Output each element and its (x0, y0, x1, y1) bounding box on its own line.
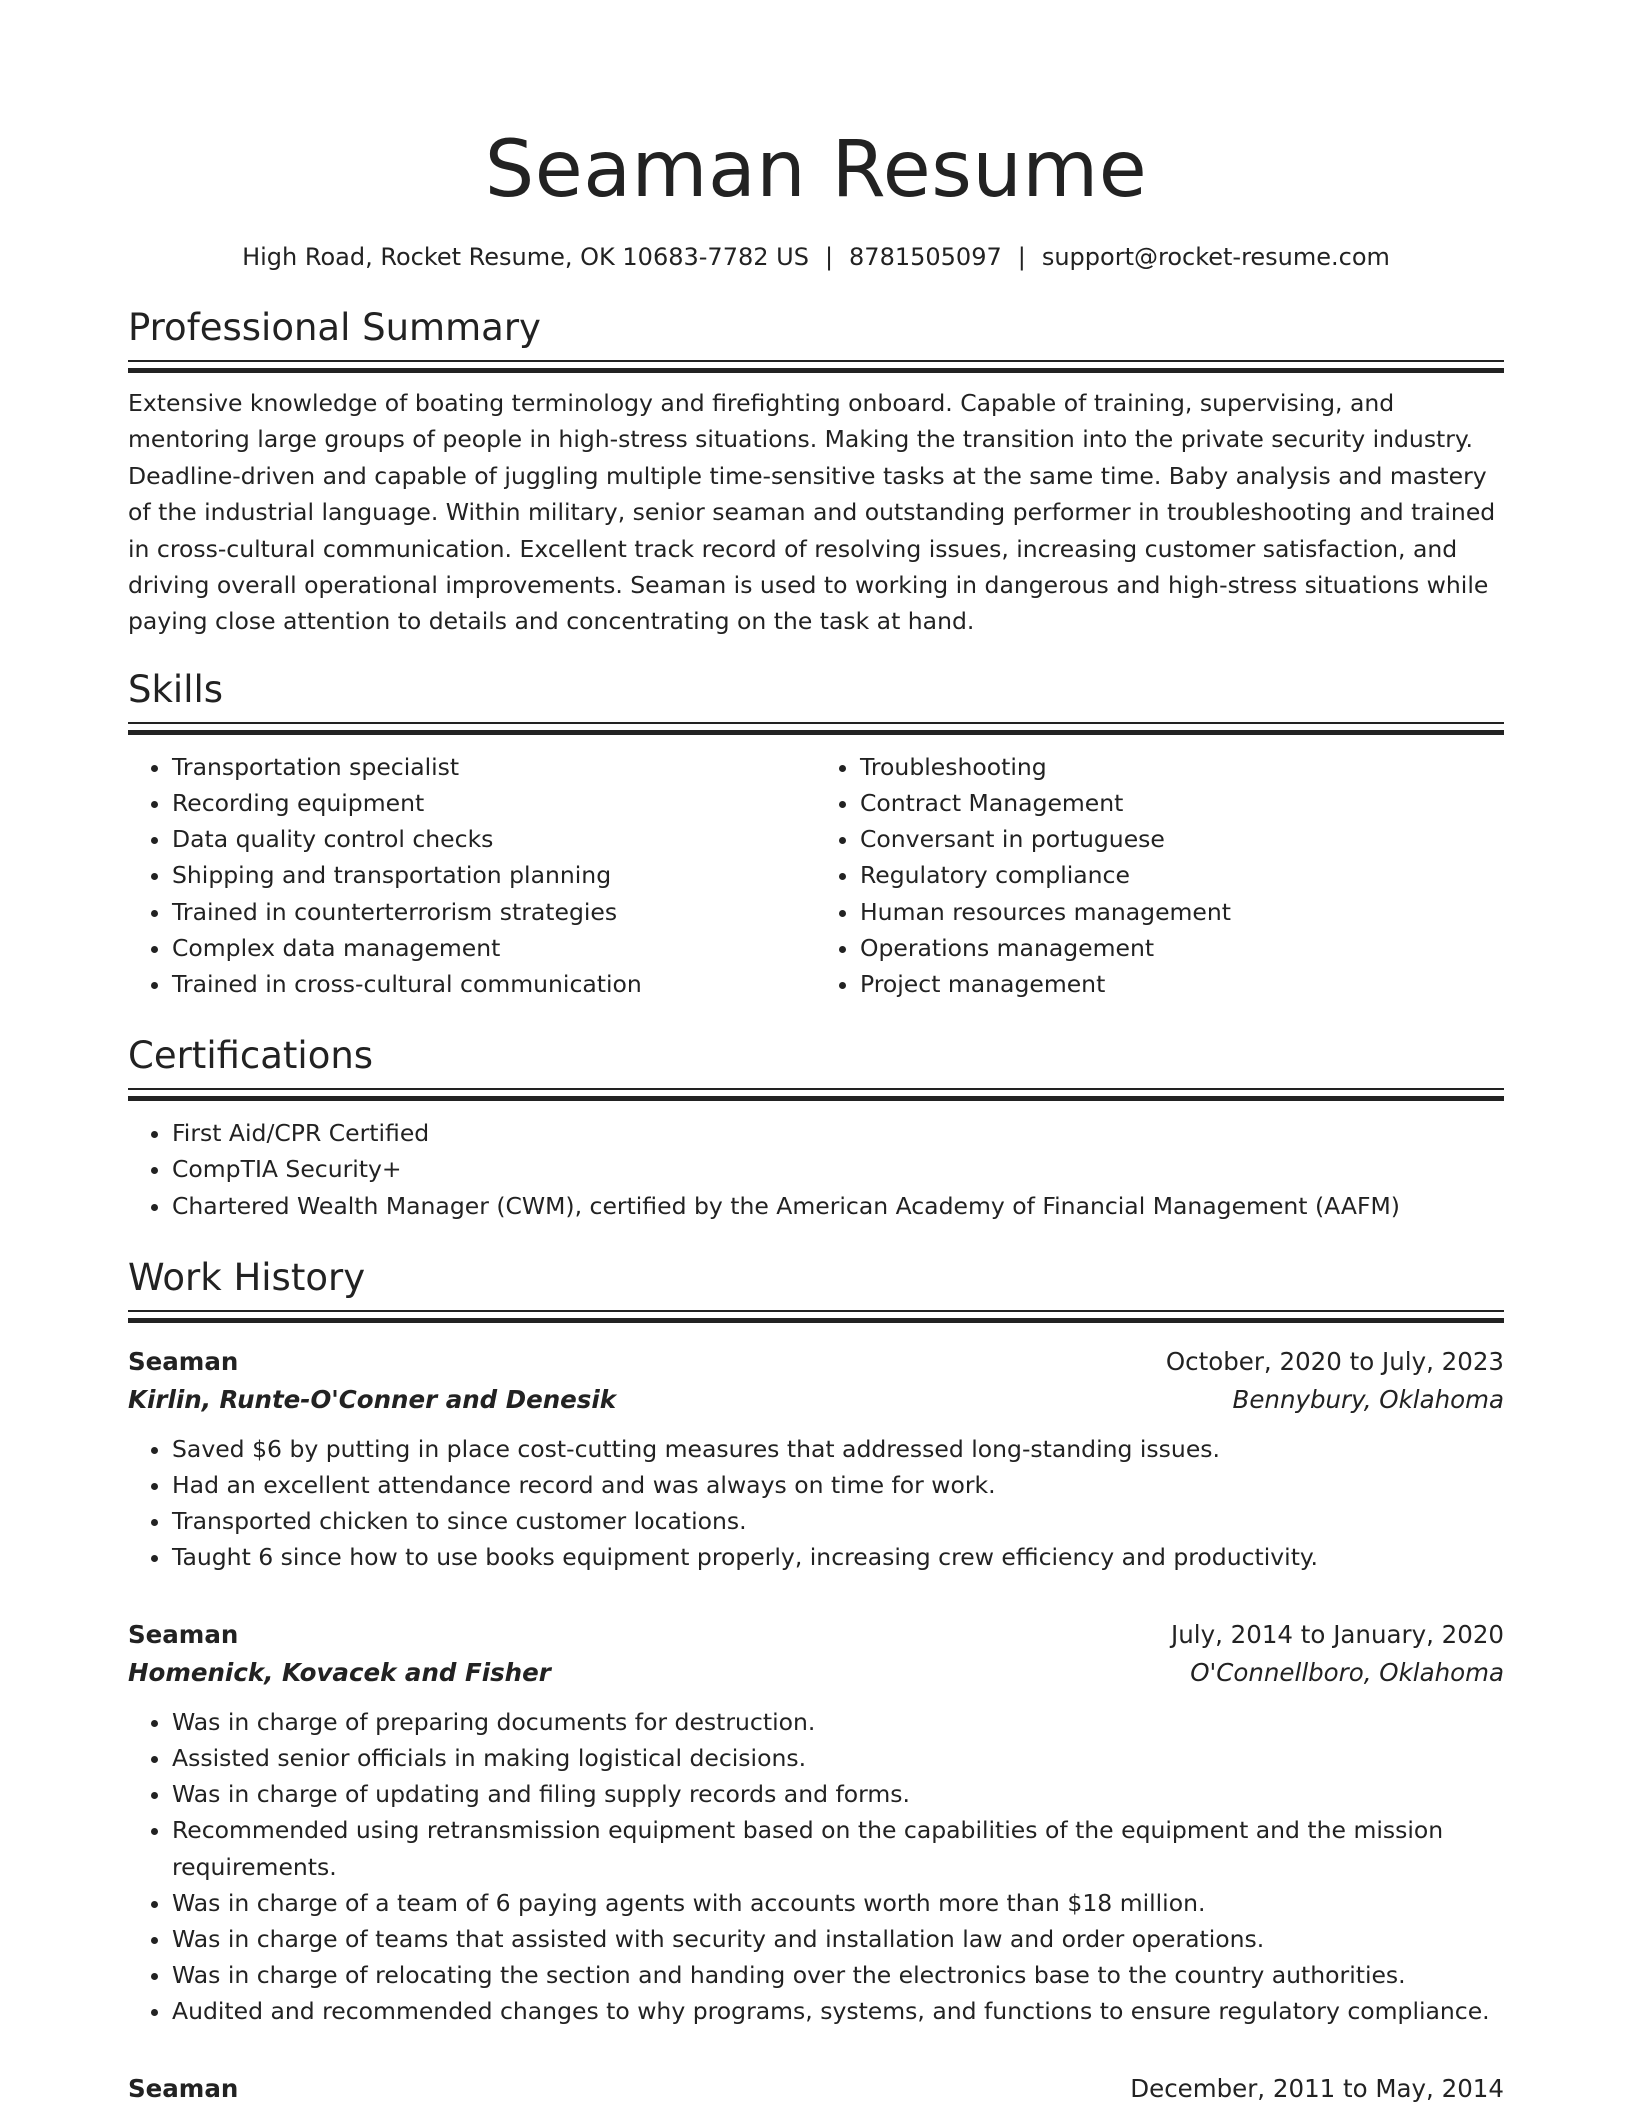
job-bullet: • Audited and recommended changes to why programs, systems, and functions to ensure regulatory compliance. (172, 1993, 1504, 2029)
skills-section (128, 666, 1504, 1002)
skill-item: • Conversant in portuguese (860, 821, 1504, 857)
skills-list-left (128, 749, 816, 1002)
job-bullet: • Taught 6 since how to use books equipment properly, increasing crew efficiency and productivity. (172, 1539, 1504, 1575)
job-header-row (128, 2070, 1504, 2108)
job-bullet: • Was in charge of relocating the section and handing over the electronics base to the country authorities. (172, 1957, 1504, 1993)
skills-list-right (816, 749, 1504, 1002)
job-bullet: • Transported chicken to since customer locations. (172, 1503, 1504, 1539)
job-dates: December, 2011 to May, 2014 (1130, 2073, 1504, 2103)
work-history-section (128, 1254, 1504, 2108)
job-company: Homenick, Kovacek and Fisher (128, 1657, 551, 1687)
job-bullet: • Was in charge of updating and filing supply records and forms. (172, 1776, 1504, 1812)
job-bullets (128, 1431, 1504, 1576)
job-entry (128, 1616, 1504, 2030)
job-location: Bennybury, Oklahoma (1232, 1384, 1504, 1414)
skill-item: • Troubleshooting (860, 749, 1504, 785)
skill-item: • Contract Management (860, 785, 1504, 821)
contact-email: support@rocket-resume.com (1041, 243, 1390, 271)
section-divider (128, 1088, 1504, 1101)
job-bullet: • Recommended using retransmission equipment based on the capabilities of the equipment and the mission requirements. (172, 1812, 1504, 1884)
job-dates: October, 2020 to July, 2023 (1165, 1346, 1504, 1376)
skill-item: • Recording equipment (172, 785, 816, 821)
job-company: Kirlin, Runte-O'Conner and Denesik (128, 1384, 617, 1414)
section-title-skills: Skills (128, 667, 224, 711)
job-entry (128, 2070, 1504, 2108)
job-header-row (128, 1616, 1504, 1654)
skill-item: • Transportation specialist (172, 749, 816, 785)
job-bullet: • Was in charge of teams that assisted with security and installation law and order operations. (172, 1921, 1504, 1957)
job-entry (128, 1343, 1504, 1576)
contact-separator: | (1017, 243, 1026, 271)
skill-item: • Complex data management (172, 930, 816, 966)
skills-columns (128, 749, 1504, 1002)
job-bullets (128, 1704, 1504, 2030)
summary-text: Extensive knowledge of boating terminology and firefighting onboard. Capable of training, supervising, and mentoring large groups of people in high-stress situations. Making the transition into the private security industry. Deadline-driven and capable of juggling multiple time-sensitive tasks at the same time. Baby analysis and mastery of the industrial language. Within military, senior seaman and outstanding performer in troubleshooting and trained in cross-cultural communication. Excellent track record of resolving issues, increasing customer satisfaction, and driving overall operational improvements. Seaman is used to working in dangerous and high-stress situations while paying close attention to details and concentrating on the task at hand. (128, 389, 1496, 636)
job-bullet: • Saved $6 by putting in place cost-cutting measures that addressed long-standing issues. (172, 1431, 1504, 1467)
skill-item: • Trained in counterterrorism strategies (172, 894, 816, 930)
certification-item: • CompTIA Security+ (172, 1151, 1504, 1187)
contact-address: High Road, Rocket Resume, OK 10683-7782 US (242, 243, 809, 271)
contact-separator: | (824, 243, 834, 271)
skill-item: • Operations management (860, 930, 1504, 966)
section-title-summary: Professional Summary (128, 306, 541, 349)
professional-summary-section (128, 304, 1504, 640)
job-location: O'Connellboro, Oklahoma (1190, 1657, 1504, 1687)
section-divider (128, 1310, 1504, 1323)
section-divider (128, 360, 1504, 373)
job-header-row (128, 1343, 1504, 1381)
section-title-work: Work History (128, 1255, 366, 1299)
section-divider (128, 722, 1504, 735)
skill-item: • Data quality control checks (172, 821, 816, 857)
section-title-certifications: Certifications (128, 1034, 374, 1078)
contact-line (128, 240, 1504, 274)
skill-item: • Human resources management (860, 894, 1504, 930)
certifications-section (128, 1032, 1504, 1224)
job-company-row (128, 1654, 1504, 1692)
job-title: Seaman (128, 1346, 239, 1376)
job-title: Seaman (128, 1619, 239, 1649)
job-bullet: • Was in charge of a team of 6 paying agents with accounts worth more than $18 million. (172, 1885, 1504, 1921)
job-dates: July, 2014 to January, 2020 (1171, 1619, 1504, 1649)
job-bullet: • Assisted senior officials in making logistical decisions. (172, 1740, 1504, 1776)
resume-name: Seaman Resume (484, 125, 1148, 215)
job-bullet: • Had an excellent attendance record and was always on time for work. (172, 1467, 1504, 1503)
skill-item: • Project management (860, 966, 1504, 1002)
skill-item: • Trained in cross-cultural communication (172, 966, 816, 1002)
contact-phone: 8781505097 (849, 243, 1002, 271)
job-bullet: • Was in charge of preparing documents for destruction. (172, 1704, 1504, 1740)
job-company-row (128, 1381, 1504, 1419)
certifications-list (128, 1115, 1504, 1224)
job-title: Seaman (128, 2073, 239, 2103)
skill-item: • Regulatory compliance (860, 857, 1504, 893)
resume-page (128, 118, 1504, 2108)
skill-item: • Shipping and transportation planning (172, 857, 816, 893)
certification-item: • Chartered Wealth Manager (CWM), certified by the American Academy of Financial Management (AAFM) (172, 1188, 1504, 1224)
certification-item: • First Aid/CPR Certified (172, 1115, 1504, 1151)
